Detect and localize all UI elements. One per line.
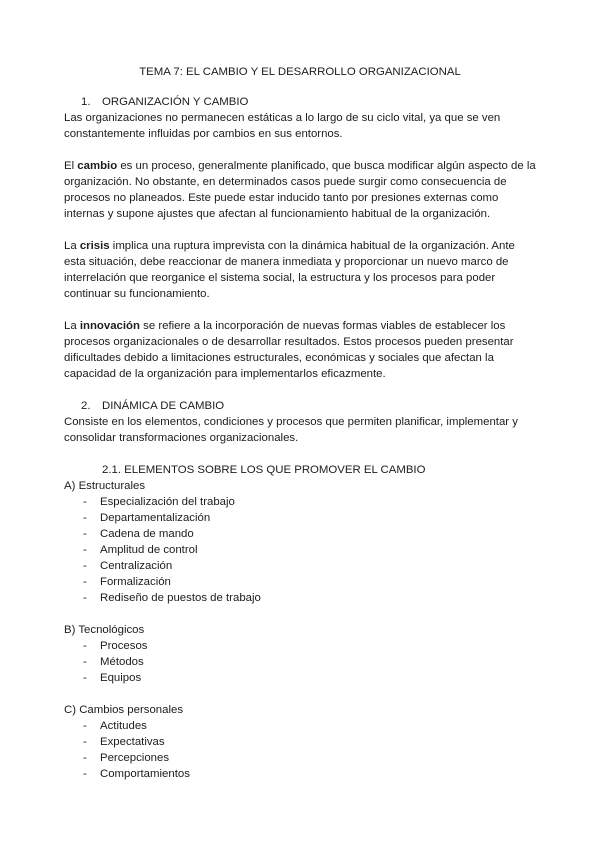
- section-1-number: 1.: [81, 96, 91, 108]
- list-item-text: Actitudes: [100, 720, 147, 732]
- dash-marker: -: [83, 656, 87, 668]
- list-item-text: Cadena de mando: [100, 528, 194, 540]
- section-2-number: 2.: [81, 400, 91, 412]
- list-item: [64, 718, 536, 734]
- section-1-paragraph-intro: Las organizaciones no permanecen estáticas a lo largo de su ciclo vital, ya que se ven constantemente influidas por cambios en sus entornos.: [64, 112, 501, 140]
- section-1-heading: [64, 94, 536, 110]
- list-item: [64, 494, 536, 510]
- dash-marker: -: [83, 640, 87, 652]
- list-item-text: Rediseño de puestos de trabajo: [100, 592, 261, 604]
- dash-marker: -: [83, 576, 87, 588]
- list-item: [64, 654, 536, 670]
- list-item: [64, 766, 536, 782]
- dash-marker: -: [83, 592, 87, 604]
- dash-marker: -: [83, 528, 87, 540]
- list-item-text: Especialización del trabajo: [100, 496, 235, 508]
- category-c-label: Cambios personales: [79, 704, 184, 716]
- dash-marker: -: [83, 544, 87, 556]
- dash-marker: -: [83, 672, 87, 684]
- paragraph-crisis: [64, 238, 536, 302]
- category-c-heading: [64, 702, 536, 718]
- section-2-paragraph-intro: Consiste en los elementos, condiciones y procesos que permiten planificar, implementar y consolidar transformaciones organizacionales.: [64, 416, 518, 444]
- list-item-text: Procesos: [100, 640, 148, 652]
- list-item-text: Amplitud de control: [100, 544, 198, 556]
- paragraph-cambio-text: es un proceso, generalmente planificado, que busca modificar algún aspecto de la organización. No obstante, en determinados casos puede surgir como consecuencia de procesos no planeados. Este puede estar inducido tanto por presiones externas como internas y supone ajustes que afectan al funcionamiento habitual de la organización.: [64, 160, 536, 220]
- list-item-text: Centralización: [100, 560, 173, 572]
- list-item: [64, 750, 536, 766]
- dash-marker: -: [83, 736, 87, 748]
- list-item-text: Percepciones: [100, 752, 170, 764]
- subsection-2-1-heading: 2.1. ELEMENTOS SOBRE LOS QUE PROMOVER EL CAMBIO: [102, 464, 426, 476]
- dash-marker: -: [83, 560, 87, 572]
- dash-marker: -: [83, 752, 87, 764]
- list-item-text: Métodos: [100, 656, 144, 668]
- section-2-heading: [64, 398, 536, 414]
- dash-marker: -: [83, 720, 87, 732]
- section-2-title: DINÁMICA DE CAMBIO: [102, 400, 225, 412]
- document-title: TEMA 7: EL CAMBIO Y EL DESARROLLO ORGANIZACIONAL: [139, 66, 461, 78]
- list-item-text: Expectativas: [100, 736, 165, 748]
- list-item: [64, 590, 536, 606]
- list-item: [64, 638, 536, 654]
- category-a-heading: [64, 478, 536, 494]
- list-item: [64, 542, 536, 558]
- list-item-text: Comportamientos: [100, 768, 190, 780]
- list-item: [64, 734, 536, 750]
- section-1-title: ORGANIZACIÓN Y CAMBIO: [102, 96, 249, 108]
- list-item: [64, 670, 536, 686]
- list-item: [64, 510, 536, 526]
- list-item: [64, 574, 536, 590]
- list-item: [64, 558, 536, 574]
- paragraph-innovacion-text: se refiere a la incorporación de nuevas formas viables de establecer los procesos organizacionales o de desarrollar resultados. Estos procesos pueden presentar dificultades debido a limitaciones estructurales, económicas y sociales que afectan la capacidad de la organización para implementarlos eficazmente.: [64, 320, 514, 380]
- paragraph-innovacion: [64, 318, 536, 382]
- document-page: [64, 64, 536, 782]
- paragraph-cambio: [64, 158, 536, 222]
- category-b-letter: B): [64, 624, 79, 636]
- term-crisis: crisis: [79, 240, 110, 252]
- list-item-text: Departamentalización: [100, 512, 211, 524]
- category-c-list: [64, 718, 536, 782]
- dash-marker: -: [83, 496, 87, 508]
- paragraph-cambio-pre: El: [64, 160, 78, 172]
- category-b-label: Tecnológicos: [78, 624, 145, 636]
- paragraph-crisis-pre: La: [64, 240, 80, 252]
- paragraph-innovacion-pre: La: [64, 320, 80, 332]
- term-cambio: cambio: [77, 160, 118, 172]
- list-item-text: Formalización: [100, 576, 171, 588]
- dash-marker: -: [83, 768, 87, 780]
- category-a-label: Estructurales: [78, 480, 146, 492]
- list-item-text: Equipos: [100, 672, 142, 684]
- paragraph-crisis-text: implica una ruptura imprevista con la dinámica habitual de la organización. Ante esta situación, debe reaccionar de manera inmediata y proporcionar un nuevo marco de interrelación que reorganice el sistema social, la estructura y los procesos para poder continuar su funcionamiento.: [64, 240, 515, 300]
- term-innovacion: innovación: [79, 320, 140, 332]
- list-item: [64, 526, 536, 542]
- category-a-list: [64, 494, 536, 606]
- dash-marker: -: [83, 512, 87, 524]
- category-b-list: [64, 638, 536, 686]
- category-c-letter: C): [64, 704, 80, 716]
- category-a-letter: A): [64, 480, 79, 492]
- category-b-heading: [64, 622, 536, 638]
